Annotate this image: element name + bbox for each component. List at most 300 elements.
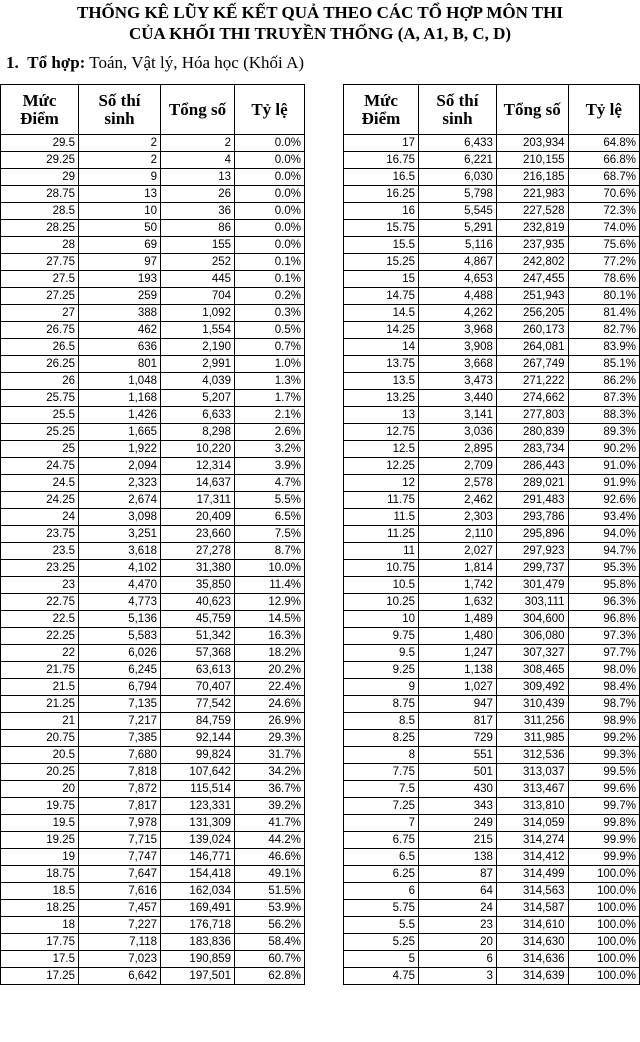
total-cell: 247,455: [496, 271, 568, 288]
score-cell: 10: [344, 611, 419, 628]
total-cell: 280,839: [496, 424, 568, 441]
score-cell: 23.25: [1, 560, 79, 577]
score-cell: 6.75: [344, 832, 419, 849]
score-cell: 24.25: [1, 492, 79, 509]
ratio-cell: 20.2%: [235, 662, 305, 679]
ratio-cell: 4.7%: [235, 475, 305, 492]
total-cell: 31,380: [161, 560, 235, 577]
ratio-cell: 89.3%: [568, 424, 639, 441]
total-cell: 123,331: [161, 798, 235, 815]
score-cell: 27.75: [1, 254, 79, 271]
score-cell: 22.5: [1, 611, 79, 628]
ratio-cell: 91.0%: [568, 458, 639, 475]
table-row: [344, 917, 640, 934]
total-cell: 197,501: [161, 968, 235, 985]
count-cell: 3,968: [419, 322, 497, 339]
table-row: [1, 713, 305, 730]
total-cell: 5,207: [161, 390, 235, 407]
score-cell: 8: [344, 747, 419, 764]
ratio-cell: 24.6%: [235, 696, 305, 713]
total-cell: 314,610: [496, 917, 568, 934]
table-row: [1, 169, 305, 186]
count-cell: 10: [79, 203, 161, 220]
table-row: [344, 696, 640, 713]
score-cell: 20: [1, 781, 79, 798]
count-cell: 7,647: [79, 866, 161, 883]
total-cell: 307,327: [496, 645, 568, 662]
score-cell: 24.5: [1, 475, 79, 492]
ratio-cell: 0.5%: [235, 322, 305, 339]
ratio-cell: 18.2%: [235, 645, 305, 662]
table-header-row: [344, 85, 640, 135]
count-cell: 7,135: [79, 696, 161, 713]
score-cell: 22: [1, 645, 79, 662]
section-number: 1.: [6, 53, 19, 72]
score-cell: 13.5: [344, 373, 419, 390]
ratio-cell: 97.3%: [568, 628, 639, 645]
ratio-cell: 95.3%: [568, 560, 639, 577]
score-cell: 8.5: [344, 713, 419, 730]
total-cell: 289,021: [496, 475, 568, 492]
score-cell: 29.5: [1, 135, 79, 152]
table-row: [1, 322, 305, 339]
total-cell: 237,935: [496, 237, 568, 254]
count-cell: 2,462: [419, 492, 497, 509]
table-row: [1, 747, 305, 764]
count-cell: 2,709: [419, 458, 497, 475]
ratio-cell: 0.1%: [235, 271, 305, 288]
count-cell: 636: [79, 339, 161, 356]
table-row: [1, 781, 305, 798]
total-cell: 2,991: [161, 356, 235, 373]
score-cell: 13: [344, 407, 419, 424]
ratio-cell: 12.9%: [235, 594, 305, 611]
total-cell: 183,836: [161, 934, 235, 951]
total-cell: 304,600: [496, 611, 568, 628]
ratio-cell: 81.4%: [568, 305, 639, 322]
score-cell: 21.25: [1, 696, 79, 713]
score-cell: 18: [1, 917, 79, 934]
count-cell: 6,794: [79, 679, 161, 696]
header-score: Mức Điểm: [1, 85, 79, 135]
table-row: [1, 662, 305, 679]
ratio-cell: 92.6%: [568, 492, 639, 509]
ratio-cell: 99.9%: [568, 832, 639, 849]
total-cell: 274,662: [496, 390, 568, 407]
ratio-cell: 7.5%: [235, 526, 305, 543]
total-cell: 252: [161, 254, 235, 271]
score-cell: 7.75: [344, 764, 419, 781]
score-cell: 10.25: [344, 594, 419, 611]
ratio-cell: 70.6%: [568, 186, 639, 203]
total-cell: 176,718: [161, 917, 235, 934]
count-cell: 947: [419, 696, 497, 713]
left-score-table: [0, 84, 305, 985]
table-row: [1, 237, 305, 254]
total-cell: 4,039: [161, 373, 235, 390]
ratio-cell: 78.6%: [568, 271, 639, 288]
total-cell: 264,081: [496, 339, 568, 356]
ratio-cell: 46.6%: [235, 849, 305, 866]
score-cell: 24: [1, 509, 79, 526]
count-cell: 3,141: [419, 407, 497, 424]
count-cell: 249: [419, 815, 497, 832]
count-cell: 5,798: [419, 186, 497, 203]
total-cell: 313,467: [496, 781, 568, 798]
table-row: [1, 526, 305, 543]
table-row: [1, 509, 305, 526]
ratio-cell: 93.4%: [568, 509, 639, 526]
total-cell: 303,111: [496, 594, 568, 611]
table-row: [1, 917, 305, 934]
count-cell: 6,433: [419, 135, 497, 152]
total-cell: 311,256: [496, 713, 568, 730]
table-row: [344, 951, 640, 968]
ratio-cell: 58.4%: [235, 934, 305, 951]
score-cell: 15.5: [344, 237, 419, 254]
count-cell: 2: [79, 152, 161, 169]
total-cell: 8,298: [161, 424, 235, 441]
score-cell: 15: [344, 271, 419, 288]
ratio-cell: 53.9%: [235, 900, 305, 917]
count-cell: 1,247: [419, 645, 497, 662]
ratio-cell: 98.9%: [568, 713, 639, 730]
score-cell: 7.5: [344, 781, 419, 798]
ratio-cell: 98.0%: [568, 662, 639, 679]
score-cell: 14.75: [344, 288, 419, 305]
ratio-cell: 11.4%: [235, 577, 305, 594]
ratio-cell: 87.3%: [568, 390, 639, 407]
ratio-cell: 51.5%: [235, 883, 305, 900]
ratio-cell: 29.3%: [235, 730, 305, 747]
score-cell: 19.25: [1, 832, 79, 849]
section-value: Toán, Vật lý, Hóa học (Khối A): [89, 53, 305, 72]
total-cell: 283,734: [496, 441, 568, 458]
table-row: [1, 186, 305, 203]
score-cell: 12.75: [344, 424, 419, 441]
table-row: [344, 713, 640, 730]
table-row: [1, 866, 305, 883]
score-cell: 10.5: [344, 577, 419, 594]
table-row: [344, 526, 640, 543]
count-cell: 3,440: [419, 390, 497, 407]
ratio-cell: 100.0%: [568, 900, 639, 917]
ratio-cell: 85.1%: [568, 356, 639, 373]
score-cell: 12.25: [344, 458, 419, 475]
ratio-cell: 39.2%: [235, 798, 305, 815]
ratio-cell: 74.0%: [568, 220, 639, 237]
total-cell: 20,409: [161, 509, 235, 526]
table-row: [1, 288, 305, 305]
score-cell: 7: [344, 815, 419, 832]
ratio-cell: 97.7%: [568, 645, 639, 662]
score-cell: 25.25: [1, 424, 79, 441]
count-cell: 1,632: [419, 594, 497, 611]
total-cell: 6,633: [161, 407, 235, 424]
table-row: [344, 220, 640, 237]
document-title-line-1: THỐNG KÊ LŨY KẾ KẾT QUẢ THEO CÁC TỔ HỢP MÔN THI: [76, 3, 563, 22]
ratio-cell: 72.3%: [568, 203, 639, 220]
score-cell: 21.75: [1, 662, 79, 679]
count-cell: 259: [79, 288, 161, 305]
count-cell: 5,545: [419, 203, 497, 220]
table-row: [344, 407, 640, 424]
count-cell: 3,251: [79, 526, 161, 543]
count-cell: 1,426: [79, 407, 161, 424]
table-row: [344, 475, 640, 492]
count-cell: 551: [419, 747, 497, 764]
count-cell: 3,908: [419, 339, 497, 356]
table-row: [344, 492, 640, 509]
ratio-cell: 77.2%: [568, 254, 639, 271]
count-cell: 1,665: [79, 424, 161, 441]
count-cell: 3,473: [419, 373, 497, 390]
table-row: [344, 271, 640, 288]
table-row: [1, 458, 305, 475]
count-cell: 6,245: [79, 662, 161, 679]
score-cell: 8.25: [344, 730, 419, 747]
total-cell: 23,660: [161, 526, 235, 543]
count-cell: 4,653: [419, 271, 497, 288]
count-cell: 3,098: [79, 509, 161, 526]
ratio-cell: 75.6%: [568, 237, 639, 254]
table-row: [344, 356, 640, 373]
total-cell: 70,407: [161, 679, 235, 696]
total-cell: 40,623: [161, 594, 235, 611]
table-row: [1, 543, 305, 560]
ratio-cell: 99.5%: [568, 764, 639, 781]
ratio-cell: 56.2%: [235, 917, 305, 934]
count-cell: 2,323: [79, 475, 161, 492]
table-row: [1, 220, 305, 237]
score-cell: 14.5: [344, 305, 419, 322]
score-cell: 9.5: [344, 645, 419, 662]
total-cell: 216,185: [496, 169, 568, 186]
count-cell: 1,814: [419, 560, 497, 577]
header-score: Mức Điểm: [344, 85, 419, 135]
table-row: [344, 169, 640, 186]
table-row: [344, 798, 640, 815]
total-cell: 314,587: [496, 900, 568, 917]
total-cell: 13: [161, 169, 235, 186]
total-cell: 51,342: [161, 628, 235, 645]
score-cell: 11: [344, 543, 419, 560]
total-cell: 92,144: [161, 730, 235, 747]
score-cell: 6: [344, 883, 419, 900]
ratio-cell: 0.0%: [235, 135, 305, 152]
count-cell: 23: [419, 917, 497, 934]
ratio-cell: 16.3%: [235, 628, 305, 645]
total-cell: 267,749: [496, 356, 568, 373]
table-row: [344, 152, 640, 169]
score-cell: 28.5: [1, 203, 79, 220]
table-row: [344, 934, 640, 951]
table-row: [344, 815, 640, 832]
table-row: [1, 305, 305, 322]
score-cell: 6.5: [344, 849, 419, 866]
table-row: [1, 934, 305, 951]
table-row: [344, 390, 640, 407]
ratio-cell: 1.0%: [235, 356, 305, 373]
ratio-cell: 95.8%: [568, 577, 639, 594]
score-cell: 19.75: [1, 798, 79, 815]
score-cell: 10.75: [344, 560, 419, 577]
total-cell: 131,309: [161, 815, 235, 832]
count-cell: 1,048: [79, 373, 161, 390]
count-cell: 69: [79, 237, 161, 254]
table-row: [1, 849, 305, 866]
count-cell: 462: [79, 322, 161, 339]
total-cell: 314,636: [496, 951, 568, 968]
count-cell: 2,895: [419, 441, 497, 458]
table-row: [1, 203, 305, 220]
ratio-cell: 91.9%: [568, 475, 639, 492]
ratio-cell: 98.7%: [568, 696, 639, 713]
ratio-cell: 41.7%: [235, 815, 305, 832]
total-cell: 293,786: [496, 509, 568, 526]
ratio-cell: 26.9%: [235, 713, 305, 730]
ratio-cell: 99.7%: [568, 798, 639, 815]
score-cell: 24.75: [1, 458, 79, 475]
table-row: [1, 254, 305, 271]
count-cell: 1,168: [79, 390, 161, 407]
ratio-cell: 0.0%: [235, 186, 305, 203]
table-row: [344, 424, 640, 441]
total-cell: 311,985: [496, 730, 568, 747]
count-cell: 7,616: [79, 883, 161, 900]
ratio-cell: 100.0%: [568, 866, 639, 883]
count-cell: 1,480: [419, 628, 497, 645]
count-cell: 3,668: [419, 356, 497, 373]
count-cell: 2,094: [79, 458, 161, 475]
score-cell: 21: [1, 713, 79, 730]
table-row: [344, 543, 640, 560]
count-cell: 5,136: [79, 611, 161, 628]
count-cell: 7,457: [79, 900, 161, 917]
table-row: [1, 407, 305, 424]
score-cell: 22.25: [1, 628, 79, 645]
table-row: [344, 339, 640, 356]
ratio-cell: 14.5%: [235, 611, 305, 628]
count-cell: 6: [419, 951, 497, 968]
count-cell: 4,102: [79, 560, 161, 577]
table-row: [344, 628, 640, 645]
score-cell: 7.25: [344, 798, 419, 815]
table-row: [344, 254, 640, 271]
table-row: [1, 679, 305, 696]
table-row: [1, 373, 305, 390]
table-row: [1, 951, 305, 968]
total-cell: 301,479: [496, 577, 568, 594]
count-cell: 4,867: [419, 254, 497, 271]
score-cell: 26: [1, 373, 79, 390]
count-cell: 7,023: [79, 951, 161, 968]
score-cell: 15.75: [344, 220, 419, 237]
score-cell: 25: [1, 441, 79, 458]
table-row: [1, 832, 305, 849]
count-cell: 2: [79, 135, 161, 152]
total-cell: 310,439: [496, 696, 568, 713]
score-cell: 14.25: [344, 322, 419, 339]
ratio-cell: 99.3%: [568, 747, 639, 764]
ratio-cell: 94.7%: [568, 543, 639, 560]
score-cell: 5.5: [344, 917, 419, 934]
score-cell: 22.75: [1, 594, 79, 611]
header-total: Tổng số: [161, 85, 235, 135]
count-cell: 501: [419, 764, 497, 781]
table-row: [1, 271, 305, 288]
table-row: [1, 390, 305, 407]
table-row: [1, 339, 305, 356]
section-label: Tổ hợp:: [27, 53, 86, 72]
total-cell: 35,850: [161, 577, 235, 594]
count-cell: 3: [419, 968, 497, 985]
table-row: [344, 577, 640, 594]
count-cell: 7,385: [79, 730, 161, 747]
total-cell: 203,934: [496, 135, 568, 152]
table-row: [1, 900, 305, 917]
ratio-cell: 80.1%: [568, 288, 639, 305]
section-heading: [6, 51, 304, 75]
ratio-cell: 0.0%: [235, 237, 305, 254]
count-cell: 2,303: [419, 509, 497, 526]
ratio-cell: 100.0%: [568, 883, 639, 900]
score-cell: 23: [1, 577, 79, 594]
table-row: [1, 152, 305, 169]
total-cell: 295,896: [496, 526, 568, 543]
total-cell: 227,528: [496, 203, 568, 220]
score-cell: 18.25: [1, 900, 79, 917]
total-cell: 445: [161, 271, 235, 288]
total-cell: 146,771: [161, 849, 235, 866]
ratio-cell: 0.2%: [235, 288, 305, 305]
total-cell: 704: [161, 288, 235, 305]
table-row: [344, 832, 640, 849]
table-row: [1, 628, 305, 645]
ratio-cell: 86.2%: [568, 373, 639, 390]
score-cell: 15.25: [344, 254, 419, 271]
count-cell: 50: [79, 220, 161, 237]
total-cell: 1,554: [161, 322, 235, 339]
score-cell: 20.5: [1, 747, 79, 764]
score-cell: 23.5: [1, 543, 79, 560]
count-cell: 13: [79, 186, 161, 203]
ratio-cell: 100.0%: [568, 968, 639, 985]
ratio-cell: 99.9%: [568, 849, 639, 866]
count-cell: 5,583: [79, 628, 161, 645]
ratio-cell: 88.3%: [568, 407, 639, 424]
total-cell: 306,080: [496, 628, 568, 645]
table-row: [1, 560, 305, 577]
total-cell: 251,943: [496, 288, 568, 305]
ratio-cell: 66.8%: [568, 152, 639, 169]
score-cell: 16.5: [344, 169, 419, 186]
total-cell: 169,491: [161, 900, 235, 917]
count-cell: 6,026: [79, 645, 161, 662]
total-cell: 313,810: [496, 798, 568, 815]
total-cell: 155: [161, 237, 235, 254]
count-cell: 4,773: [79, 594, 161, 611]
score-cell: 14: [344, 339, 419, 356]
table-row: [344, 186, 640, 203]
document-title-line-2: CỦA KHỐI THI TRUYỀN THỐNG (A, A1, B, C, D): [128, 24, 512, 43]
count-cell: 215: [419, 832, 497, 849]
total-cell: 115,514: [161, 781, 235, 798]
count-cell: 138: [419, 849, 497, 866]
table-row: [344, 662, 640, 679]
ratio-cell: 99.6%: [568, 781, 639, 798]
count-cell: 7,747: [79, 849, 161, 866]
